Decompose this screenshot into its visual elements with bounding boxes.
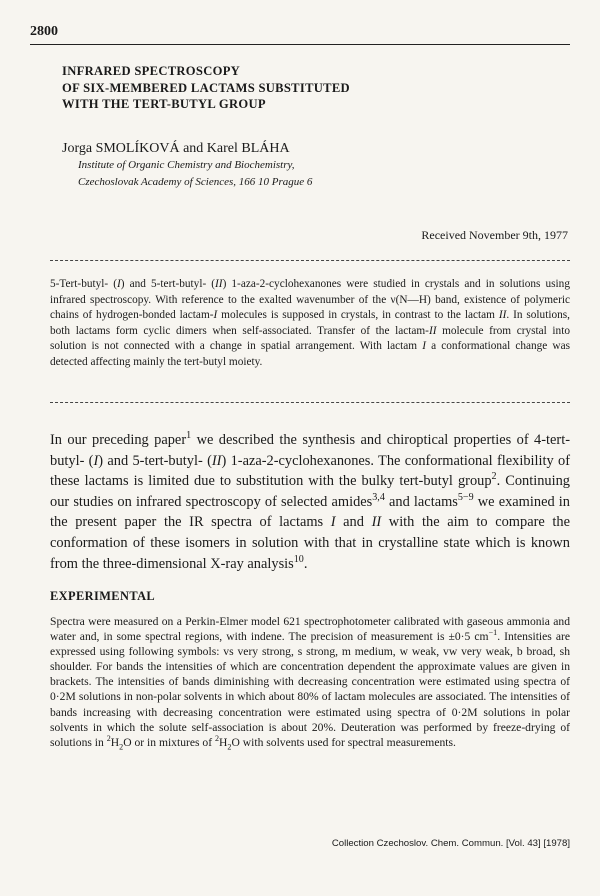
abstract-compound: I: [117, 278, 121, 290]
intro-text: ) 1-aza-2-cyclohexanones. The conformational flexibility of these lactams is limited due to substitution with the bulky tert-butyl group: [50, 452, 570, 490]
superscript: 2: [106, 733, 111, 743]
abstract-rule-bottom: [50, 402, 570, 403]
abstract-text: molecules is supposed in crystals, in contrast to the lactam: [217, 309, 499, 322]
affiliation-line: Czechoslovak Academy of Sciences, 166 10 Prague 6: [78, 176, 313, 188]
header-rule: [30, 44, 570, 45]
experimental-text: O or in mixtures of: [123, 735, 215, 749]
intro-text: . Continuing our studies on infrared spectroscopy of selected amides: [50, 473, 570, 510]
experimental-text: solutions in non-polar solvents in which about 80% of lactam molecules are associated. The intensities of bands increasing with decreasing concentration were estimated using spectra of 0·2: [50, 690, 570, 719]
abstract-compound: II: [215, 278, 223, 290]
intro-text: and lactams: [384, 493, 458, 510]
reference-marker: 10: [293, 553, 304, 565]
affiliation-line: Institute of Organic Chemistry and Biochemistry,: [78, 159, 295, 171]
subscript: 2: [227, 742, 232, 752]
experimental-text: O with solvents used for spectral measurements.: [231, 735, 456, 749]
intro-compound: I: [93, 452, 99, 469]
superscript: 2: [214, 733, 220, 743]
abstract-text: a conformational change was detected affecting mainly the tert-butyl moiety.: [50, 340, 570, 368]
journal-citation: Collection Czechoslov. Chem. Commun. [Vol. 43] [1978]: [331, 838, 570, 849]
reference-marker: 3,4: [372, 491, 385, 503]
title-line: INFRARED SPECTROSCOPY: [62, 64, 241, 78]
received-date: Received November 9th, 1977: [421, 228, 568, 242]
abstract-text: . In solutions, both lactams form cyclic dimers when self-associated. Transfer of the lactam-: [50, 309, 571, 337]
experimental-text: Spectra were measured on a Perkin-Elmer model 621 spectrophotometer calibrated with gaseous ammonia and water and, in some spectral regions, with indene. The precision of measurement is ±0·5 cm: [50, 615, 570, 644]
experimental-text: solutions in polar solvents in which the solute self-association is about 20%. Deuteration was performed by freeze-drying of solutions in: [50, 705, 570, 749]
reference-marker: 2: [491, 471, 497, 483]
page-number: 2800: [30, 24, 58, 39]
reference-marker: 1: [186, 430, 192, 442]
abstract-compound: II: [498, 309, 507, 322]
intro-text: and: [335, 514, 372, 531]
abstract-rule-top: [50, 260, 570, 261]
title-line: WITH THE TERT-BUTYL GROUP: [62, 97, 266, 111]
abstract-compound: II: [428, 324, 437, 337]
abstract-compound: I: [213, 309, 218, 322]
authors: Jorga SMOLÍKOVÁ and Karel BLÁHA: [62, 141, 290, 156]
experimental-text: . Intensities are expressed using following symbols: vs very strong, s strong, m medium, w weak, vw very weak, b broad, sh shoulder. For bands the intensities of which are concentration dependent the approximate values are given in brackets. The intensities of bands diminishing with decreasing concentration were estimated using spectra of 0·2: [50, 630, 570, 704]
article-title: [62, 63, 542, 113]
intro-compound: II: [211, 452, 222, 469]
abstract: 5-Tert-butyl- (I) and 5-tert-butyl- (II) 1-aza-2-cyclohexanones were studied in crystals and in solutions using infrared spectroscopy. With reference to the exalted wavenumber of the ν(N—H) band, existence of polymeric chains of hydrogen-bonded lactam-I molecules is supposed in crystals, in contrast to the lactam II. In solutions, both lactams form cyclic dimers when self-associated. Transfer of the lactam-II molecule from crystal into solution is not connected with a change in spatial arrangement. With lactam I a conformational change was detected affecting mainly the tert-butyl moiety.: [50, 278, 571, 368]
abstract-text: molecule from crystal into solution is not connected with a change in spatial arrangement. With lactam: [50, 324, 570, 353]
experimental-section: [50, 614, 570, 750]
unit: M: [65, 690, 76, 704]
section-heading-experimental: EXPERIMENTAL: [50, 589, 156, 603]
experimental-text: H: [219, 735, 228, 749]
intro-compound: I: [330, 514, 336, 531]
intro-text: .: [303, 555, 308, 572]
affiliation: [78, 157, 312, 191]
intro-text: we examined in the present paper the IR spectra of lactams: [50, 493, 570, 531]
abstract-compound: I: [422, 340, 426, 353]
intro-compound: II: [371, 514, 382, 531]
experimental-text: H: [110, 735, 120, 749]
intro-text: ) and 5-tert-butyl- (: [98, 452, 212, 469]
subscript: 2: [119, 742, 124, 752]
intro-text: with the aim to compare the conformation of these isomers in solution with that in crystalline state which is known from the three-dimensional X-ray analysis: [50, 514, 570, 572]
introduction: [50, 430, 570, 574]
superscript: −1: [488, 628, 498, 638]
unit: M: [467, 705, 478, 719]
reference-marker: 5−9: [457, 491, 474, 503]
abstract-text: ) 1-aza-2-cyclohexanones were studied in crystals and in solutions using infrared spectroscopy. With reference to the exalted wavenumber of the ν(N—H) band, existence of polymeric chains of hydrogen-bonded lactam-: [50, 278, 570, 322]
abstract-text: ) and 5-tert-butyl- (: [120, 278, 216, 290]
title-line: OF SIX-MEMBERED LACTAMS SUBSTITUTED: [62, 80, 350, 95]
intro-text: we described the synthesis and chiroptical properties of 4-tert-butyl- (: [50, 432, 570, 469]
abstract-text: 5-Tert-butyl-: [50, 278, 114, 290]
intro-text: In our preceding paper: [50, 432, 187, 448]
